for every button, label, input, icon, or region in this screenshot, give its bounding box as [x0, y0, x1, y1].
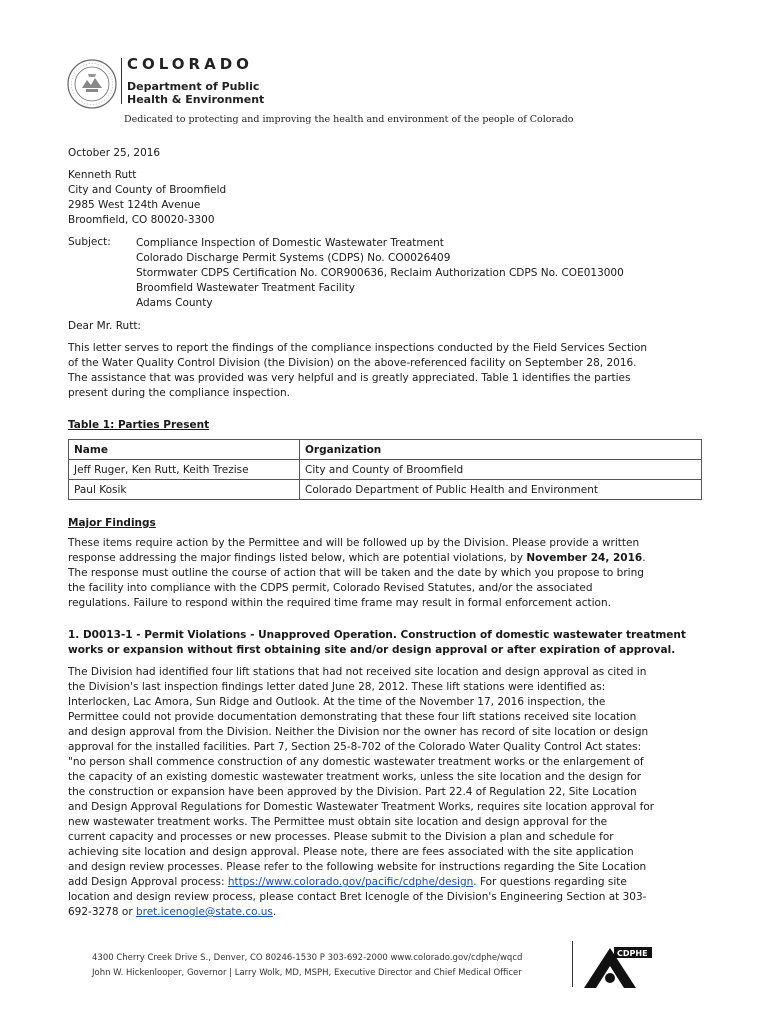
finding1-heading: [68, 628, 708, 658]
finding1-line: Interlocken, Lac Amora, Sun Ridge and Outlook. At the time of the November 17, 2016 inspection, the: [68, 696, 606, 708]
footer-address: 4300 Cherry Creek Drive S., Denver, CO 80246-1530 P 303-692-2000 www.colorado.gov/cdphe/wqcd: [92, 953, 523, 963]
state-seal-icon: [66, 58, 118, 110]
cdphe-co-logo-icon: [580, 944, 690, 990]
letterhead-tagline: Dedicated to protecting and improving the health and environment of the people of Colorado: [124, 114, 574, 125]
subject-lines: [136, 236, 624, 311]
finding1-line: the construction or expansion have been approved by the Division. Part 22.4 of Regulation 22, Site Location: [68, 786, 637, 798]
finding1-line: the Division's last inspection findings letter dated June 28, 2012. These lift stations were identified as:: [68, 681, 606, 693]
intro-line: The assistance that was provided was very helpful and is greatly appreciated. Table 1 identifies the parties: [68, 372, 631, 384]
letterhead-state: COLORADO: [127, 55, 253, 73]
finding1-link-line: [68, 875, 708, 890]
findings-text: response addressing the major findings listed below, which are potential violations, by: [68, 552, 527, 564]
table-cell: Colorado Department of Public Health and Environment: [300, 480, 702, 500]
intro-line: of the Water Quality Control Division (the Division) on the above-referenced facility on September 28, 2016.: [68, 357, 637, 369]
finding1-line: The Division had identified four lift stations that had not received site location and design approval as cited in: [68, 666, 647, 678]
table-cell: City and County of Broomfield: [300, 460, 702, 480]
footer-officials: John W. Hickenlooper, Governor | Larry Wolk, MD, MSPH, Executive Director and Chief Medical Officer: [92, 968, 522, 978]
response-deadline: November 24, 2016: [526, 552, 643, 564]
subject-line: Colorado Discharge Permit Systems (CDPS) No. CO0026409: [136, 252, 451, 264]
finding1-text: 692-3278 or: [68, 906, 136, 918]
addressee-name: Kenneth Rutt: [68, 169, 137, 181]
finding1-line: Permittee could not provide documentation demonstrating that these four lift stations received site location: [68, 711, 637, 723]
subject-label: Subject:: [68, 236, 111, 248]
table-cell: Paul Kosik: [69, 480, 300, 500]
findings-line: The response must outline the course of action that will be taken and the date by which you propose to bring: [68, 567, 644, 579]
site-location-design-link[interactable]: https://www.colorado.gov/pacific/cdphe/design: [227, 876, 474, 888]
table-header-organization: Organization: [300, 440, 702, 460]
addressee-block: [68, 168, 708, 228]
finding1-email-line: [68, 905, 708, 920]
finding1-line: "no person shall commence construction of any domestic wastewater treatment works or the enlargement of: [68, 756, 644, 768]
finding1-line: and design review processes. Please refer to the following website for instructions regarding the Site Location: [68, 861, 647, 873]
finding1-heading-line: works or expansion without first obtaining site and/or design approval or after expiration of approval.: [68, 644, 676, 656]
subject-line: Adams County: [136, 297, 213, 309]
table-header-row: [69, 440, 702, 460]
letterhead-divider: [121, 58, 122, 104]
finding1-text: . For questions regarding site: [473, 876, 627, 888]
finding1-line: new wastewater treatment works. The Permittee must obtain site location and design approval for the: [68, 816, 608, 828]
finding1-line: achieving site location and design approval. Please note, there are fees associated with the site application: [68, 846, 634, 858]
subject-line: Broomfield Wastewater Treatment Facility: [136, 282, 355, 294]
table-row: [69, 480, 702, 500]
intro-line: This letter serves to report the findings of the compliance inspections conducted by the Field Services Section: [68, 342, 648, 354]
footer-divider: [572, 941, 573, 987]
major-findings-heading: Major Findings: [68, 517, 156, 529]
table1-title: Table 1: Parties Present: [68, 419, 210, 431]
finding1-line: the capacity of an existing domestic wastewater treatment works, unless the site location and the design for: [68, 771, 642, 783]
subject-line: Compliance Inspection of Domestic Wastewater Treatment: [136, 237, 444, 249]
letterhead-department: [127, 80, 264, 106]
findings-line-deadline: [68, 551, 708, 566]
findings-line: These items require action by the Permittee and will be followed up by the Division. Please provide a written: [68, 537, 640, 549]
addressee-street: 2985 West 124th Avenue: [68, 199, 201, 211]
addressee-org: City and County of Broomfield: [68, 184, 227, 196]
finding1-line: location and design review process, please contact Bret Icenogle of the Division's Engineering Section at 303-: [68, 891, 647, 903]
finding1-line: current capacity and processes or new processes. Please submit to the Division a plan and schedule for: [68, 831, 614, 843]
finding1-heading-line: 1. D0013-1 - Permit Violations - Unapproved Operation. Construction of domestic wastewater treatment: [68, 629, 686, 641]
letter-date: October 25, 2016: [68, 147, 161, 159]
intro-line: present during the compliance inspection.: [68, 387, 291, 399]
table-cell: Jeff Ruger, Ken Rutt, Keith Trezise: [69, 460, 300, 480]
finding1-paragraph: [68, 665, 708, 920]
findings-text: .: [642, 552, 646, 564]
letterhead-dept-line1: Department of Public: [127, 80, 260, 93]
contact-email-link[interactable]: bret.icenogle@state.co.us: [135, 906, 273, 918]
finding1-text: .: [272, 906, 277, 918]
findings-line: the facility into compliance with the CDPS permit, Colorado Revised Statutes, and/or the associated: [68, 582, 593, 594]
finding1-line: and Design Approval Regulations for Domestic Wastewater Treatment Works, requires site location approval for: [68, 801, 655, 813]
intro-paragraph: [68, 341, 708, 401]
subject-line: Stormwater CDPS Certification No. COR900636, Reclaim Authorization CDPS No. COE013000: [136, 267, 624, 279]
salutation: Dear Mr. Rutt:: [68, 320, 141, 332]
findings-line: regulations. Failure to respond within the required time frame may result in formal enforcement action.: [68, 597, 611, 609]
table-header-name: Name: [69, 440, 300, 460]
finding1-line: and design approval from the Division. Neither the Division nor the owner has record of site location or design: [68, 726, 649, 738]
svg-text:CDPHE: CDPHE: [617, 949, 648, 958]
table-row: [69, 460, 702, 480]
major-findings-paragraph: [68, 536, 708, 611]
addressee-city: Broomfield, CO 80020-3300: [68, 214, 215, 226]
parties-table: [68, 439, 702, 500]
letterhead-dept-line2: Health & Environment: [127, 93, 265, 106]
finding1-line: approval for the installed facilities. Part 7, Section 25-8-702 of the Colorado Water Quality Control Act states:: [68, 741, 642, 753]
finding1-text: add Design Approval process:: [68, 876, 228, 888]
